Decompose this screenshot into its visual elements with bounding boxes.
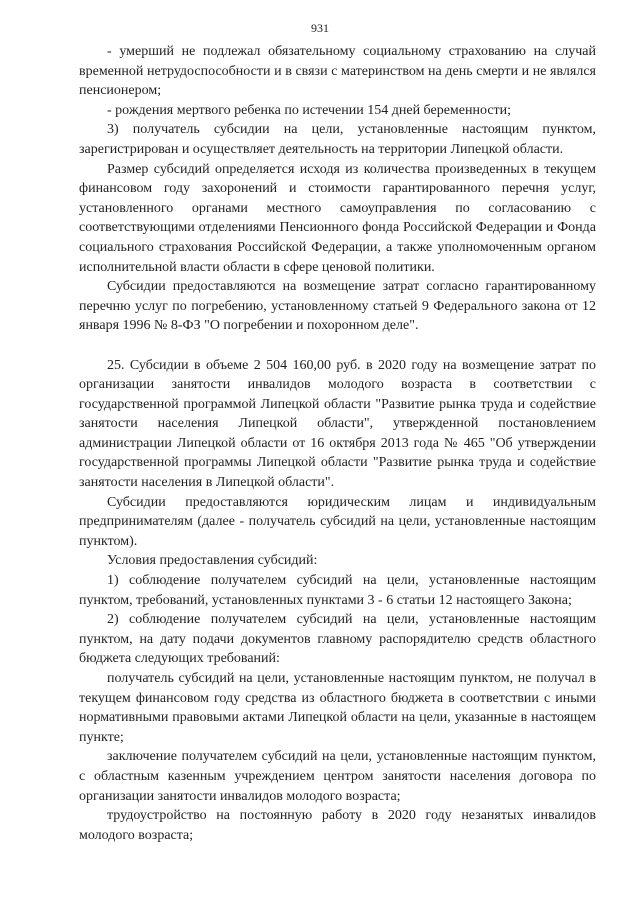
paragraph-requirement-contract: заключение получателем субсидий на цели, установленные настоящим пунктом, с областным казенным учреждением центром занятости населения договора по организации занятости инвалидов молодого возраста; [79,749,596,804]
paragraph-condition-1: 1) соблюдение получателем субсидий на цели, установленные настоящим пунктом, требований, установленных пунктами 3 - 6 статьи 12 настоящего Закона; [79,573,596,608]
paragraph-requirement-employment: трудоустройство на постоянную работу в 2020 году незанятых инвалидов молодого возраста; [79,808,596,843]
paragraph-conditions-heading: Условия предоставления субсидий: [107,553,318,569]
page-number: 931 [311,21,329,35]
paragraph-deceased-not-insured: - умерший не подлежал обязательному социальному страхованию на случай временной нетрудоспособности и в связи с материнством на день смерти и не являлся пенсионером; [79,44,596,99]
paragraph-requirement-no-other-funds: получатель субсидий на цели, установленные настоящим пунктом, не получал в текущем финансовом году средства из областного бюджета в соответствии с иными нормативными правовыми актами Липецкой области на цели, указанные в настоящем пункте; [79,671,596,745]
paragraph-item-25: 25. Субсидии в объеме 2 504 160,00 руб. в 2020 году на возмещение затрат по организации занятости инвалидов молодого возраста в соответствии с государственной программой Липецкой области "Развитие рынка труда и содействие занятости населения Липецкой области", утвержденной постановлением администрации Липецкой области от 16 октября 2013 года № 465 "Об утверждении государственной программы Липецкой области "Развитие рынка труда и содействие занятости населения в Липецкой области". [79,357,596,491]
paragraph-subsidy-size: Размер субсидий определяется исходя из количества произведенных в текущем финансовом году захоронений и стоимости гарантированного перечня услуг, установленного органами местного самоуправления по согласованию с соответствующими отделениями Пенсионного фонда Российской Федерации и Фонда социального страхования Российской Федерации, а также уполномоченным органом исполнительной власти области в сфере ценовой политики. [79,161,596,275]
paragraph-registered-in-region: 3) получатель субсидии на цели, установленные настоящим пунктом, зарегистрирован и осуществляет деятельность на территории Липецкой области. [79,122,596,157]
paragraph-stillbirth: - рождения мертвого ребенка по истечении 154 дней беременности; [107,102,512,118]
document-body [79,42,596,845]
paragraph-condition-2: 2) соблюдение получателем субсидий на цели, установленные настоящим пунктом, на дату подачи документов главному распорядителю средств областного бюджета следующих требований: [79,612,596,667]
paragraph-subsidy-purpose: Субсидии предоставляются на возмещение затрат согласно гарантированному перечню услуг по погребению, установленному статьей 9 Федерального закона от 12 января 1996 № 8-ФЗ "О погребении и похоронном деле". [79,279,596,334]
paragraph-recipients: Субсидии предоставляются юридическим лицам и индивидуальным предпринимателям (далее - получатель субсидий на цели, установленные настоящим пунктом). [79,494,596,549]
